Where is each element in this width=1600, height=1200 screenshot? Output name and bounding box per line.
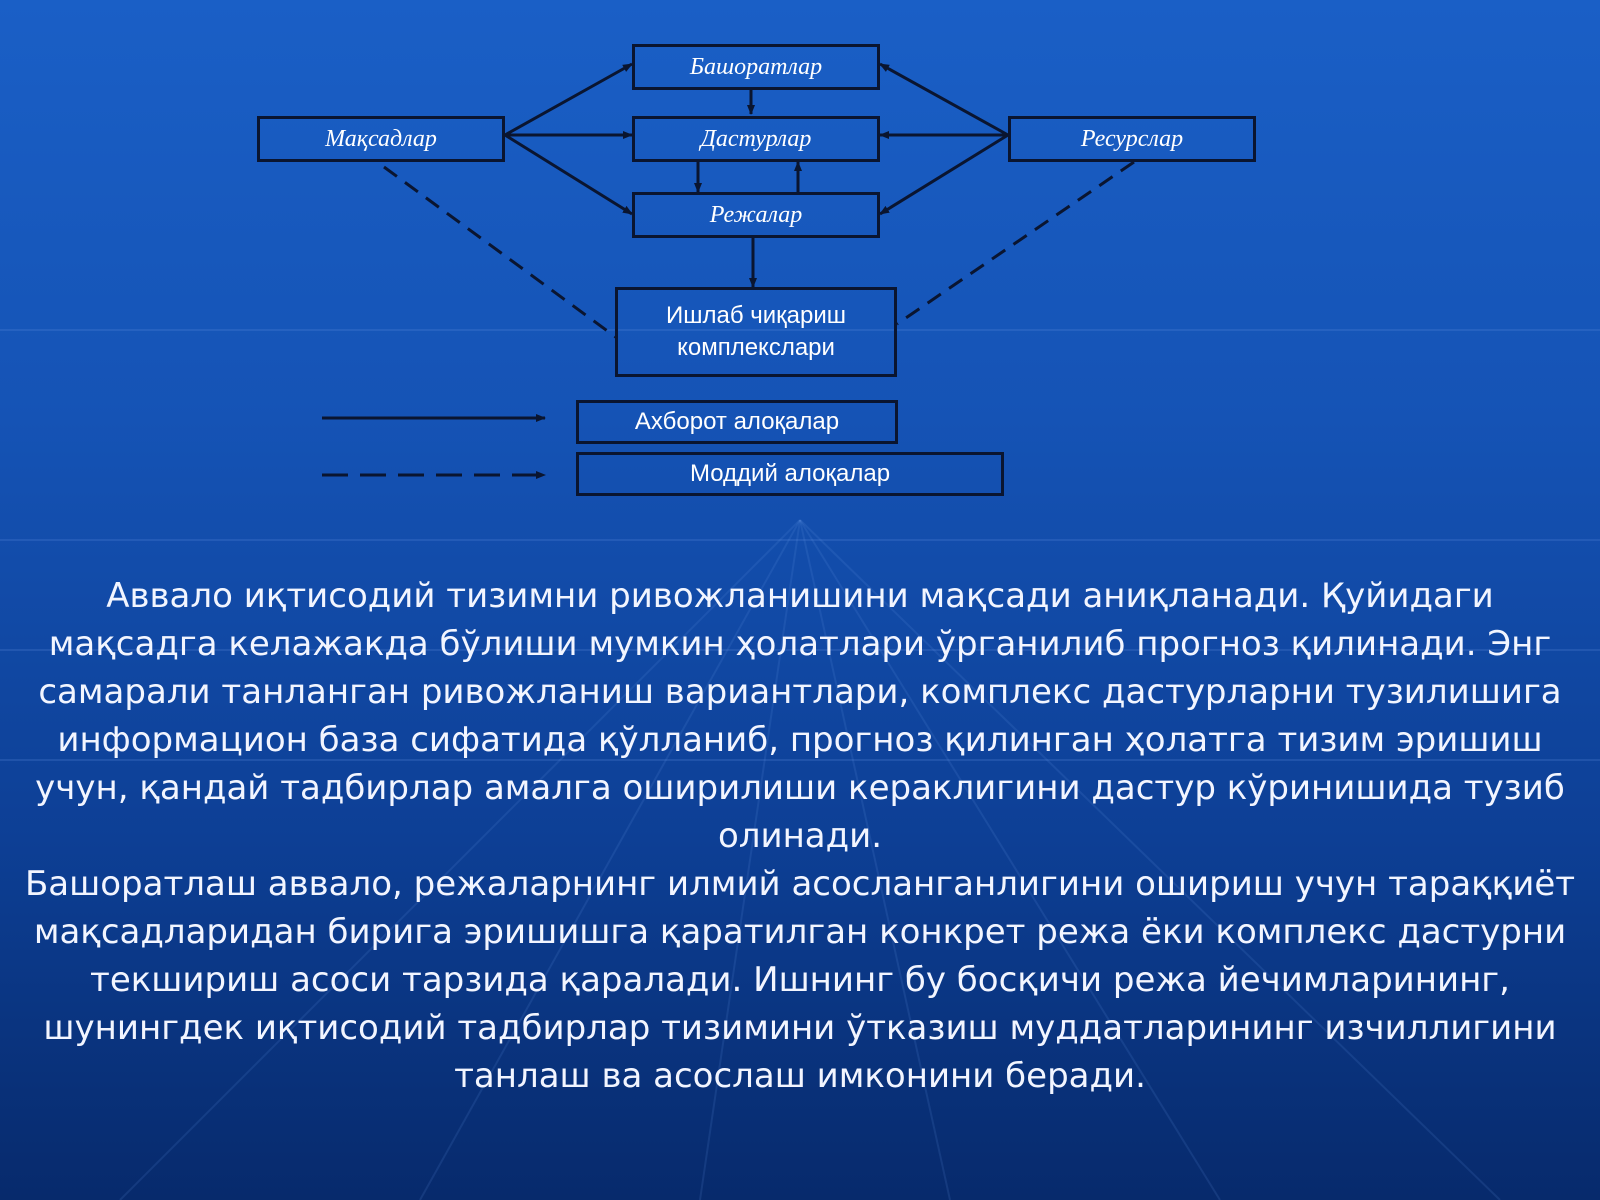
legend-material [576, 452, 1004, 496]
node-plans-label: Режалар [709, 201, 803, 228]
legend-information [576, 400, 898, 444]
node-programs-label: Дастурлар [700, 125, 812, 152]
node-resources-label: Ресурслар [1080, 125, 1184, 152]
legend-information-label: Ахборот алоқалар [634, 408, 840, 435]
node-resources [1008, 116, 1256, 162]
connector-goals-production-dashed [384, 167, 617, 338]
connector-goals-plans [505, 135, 632, 214]
node-plans [632, 192, 880, 238]
body-text [20, 572, 1580, 1100]
node-forecasts [632, 44, 880, 90]
connector-goals-forecasts [505, 64, 632, 135]
legend-material-label: Моддий алоқалар [689, 460, 891, 487]
node-goals [257, 116, 505, 162]
node-production-label: Ишлаб чиқариш комплекслари [665, 302, 847, 361]
paragraph-1: Аввало иқтисодий тизимни ривожланишини мақсади аниқланади. Қуйидаги мақсадга келажакда бўлиши мумкин ҳолатлари ўрганилиб прогноз қилинади. Энг самарали танланган ривожланиш вариантлари, комплекс дастурларни тузилишига информацион база сифатида қўлланиб, прогноз қилинган ҳолатга тизим эришиш учун, қандай тадбирлар амалга оширилиши кераклигини дастур кўринишида тузиб олинади. [35, 576, 1565, 856]
connector-resources-forecasts [880, 64, 1008, 135]
paragraph-2: Башоратлаш аввало, режаларнинг илмий асосланганлигини ошириш учун тараққиёт мақсадларидан бирига эришишга қаратилган конкрет режа ёки комплекс дастурни текшириш асоси тарзида қаралади. Ишнинг бу босқичи режа йечимларининг, шунингдек иқтисодий тадбирлар тизимини ўтказиш муддатларининг изчиллигини танлаш ва асослаш имконини беради. [24, 864, 1576, 1096]
node-goals-label: Мақсадлар [325, 125, 437, 152]
node-programs [632, 116, 880, 162]
node-forecasts-label: Башоратлар [689, 53, 823, 80]
connector-resources-production-dashed [897, 162, 1134, 324]
connector-resources-plans [880, 135, 1008, 214]
node-production [615, 287, 897, 377]
